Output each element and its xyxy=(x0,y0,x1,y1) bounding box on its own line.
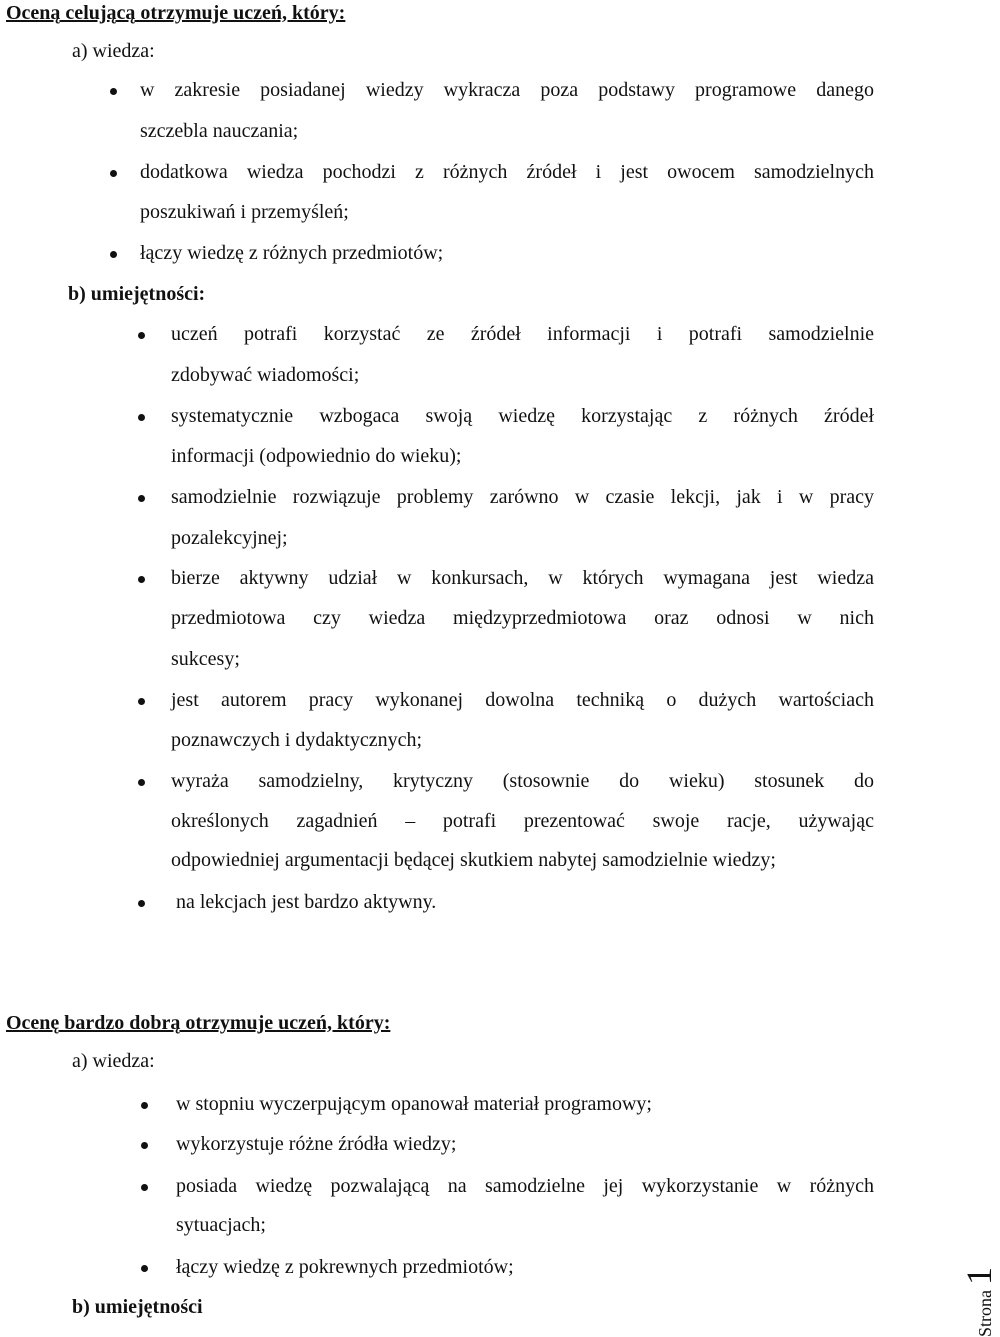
list-item-line: odpowiedniej argumentacji będącej skutkiem nabytej samodzielnie wiedzy; xyxy=(171,849,776,871)
section-heading-celujaca: Oceną celującą otrzymuje uczeń, który: xyxy=(6,2,346,24)
subsection-b-title: umiejętności xyxy=(94,1296,203,1318)
subsection-b-prefix: b) xyxy=(68,283,86,305)
subsection-a-prefix: a) xyxy=(72,1050,88,1072)
list-item-line: w stopniu wyczerpującym opanował materiał programowy; xyxy=(176,1093,652,1115)
list-item-line: zdobywać wiadomości; xyxy=(171,364,360,386)
subsection-b-label xyxy=(68,283,205,306)
bullet-icon xyxy=(141,1102,148,1109)
bullet-icon xyxy=(141,1184,148,1191)
list-item-line: pozalekcyjnej; xyxy=(171,527,288,549)
list-item-line: informacji (odpowiednio do wieku); xyxy=(171,445,462,467)
list-item-line: szczebla nauczania; xyxy=(140,120,299,142)
bullet-icon xyxy=(110,170,117,177)
list-item-line: określonych zagadnień – potrafi prezentować swoje racje, używając xyxy=(171,810,874,832)
subsection-b-title: umiejętności: xyxy=(90,283,206,305)
list-item-line: posiada wiedzę pozwalającą na samodzielne jej wykorzystanie w różnych xyxy=(176,1175,874,1197)
list-item-line: poszukiwań i przemyśleń; xyxy=(140,201,349,223)
subsection-b-prefix: b) xyxy=(72,1296,90,1318)
list-item-line: samodzielnie rozwiązuje problemy zarówno w czasie lekcji, jak i w pracy xyxy=(171,486,874,508)
list-item-line: łączy wiedzę z pokrewnych przedmiotów; xyxy=(176,1256,514,1278)
list-item-line: sytuacjach; xyxy=(176,1214,266,1236)
list-item-line: wyraża samodzielny, krytyczny (stosownie do wieku) stosunek do xyxy=(171,770,874,792)
subsection-a-title: wiedza: xyxy=(92,1050,155,1072)
subsection-a-label xyxy=(72,40,155,63)
subsection-a-label xyxy=(72,1050,155,1073)
subsection-a-title: wiedza: xyxy=(92,40,155,62)
list-item-line: w zakresie posiadanej wiedzy wykracza poza podstawy programowe danego xyxy=(140,79,874,101)
bullet-icon xyxy=(138,495,145,502)
subsection-a-prefix: a) xyxy=(72,40,88,62)
page-number-label: Strona xyxy=(975,1290,995,1337)
bullet-icon xyxy=(138,900,145,907)
list-item-line: sukcesy; xyxy=(171,648,240,670)
list-item-line: dodatkowa wiedza pochodzi z różnych źródeł i jest owocem samodzielnych xyxy=(140,161,874,183)
list-item-line: bierze aktywny udział w konkursach, w których wymagana jest wiedza xyxy=(171,567,874,589)
list-item-line: przedmiotowa czy wiedza międzyprzedmiotowa oraz odnosi w nich xyxy=(171,607,874,629)
page-number xyxy=(918,1255,999,1337)
bullet-icon xyxy=(141,1142,148,1149)
list-item-line: łączy wiedzę z różnych przedmiotów; xyxy=(140,242,444,264)
list-item-line: na lekcjach jest bardzo aktywny. xyxy=(176,891,437,913)
bullet-icon xyxy=(110,88,117,95)
subsection-b-label xyxy=(72,1296,203,1319)
bullet-icon xyxy=(138,576,145,583)
bullet-icon xyxy=(138,414,145,421)
list-item-line: jest autorem pracy wykonanej dowolna techniką o dużych wartościach xyxy=(171,689,874,711)
list-item-line: systematycznie wzbogaca swoją wiedzę korzystając z różnych źródeł xyxy=(171,405,874,427)
page-number-value: 1 xyxy=(959,1267,999,1285)
bullet-icon xyxy=(138,332,145,339)
section-heading-bardzo-dobra: Ocenę bardzo dobrą otrzymuje uczeń, który: xyxy=(6,1012,391,1034)
bullet-icon xyxy=(138,698,145,705)
list-item-line: wykorzystuje różne źródła wiedzy; xyxy=(176,1133,457,1155)
bullet-icon xyxy=(141,1265,148,1272)
bullet-icon xyxy=(110,251,117,258)
list-item-line: poznawczych i dydaktycznych; xyxy=(171,729,423,751)
list-item-line: uczeń potrafi korzystać ze źródeł informacji i potrafi samodzielnie xyxy=(171,323,874,345)
bullet-icon xyxy=(138,779,145,786)
